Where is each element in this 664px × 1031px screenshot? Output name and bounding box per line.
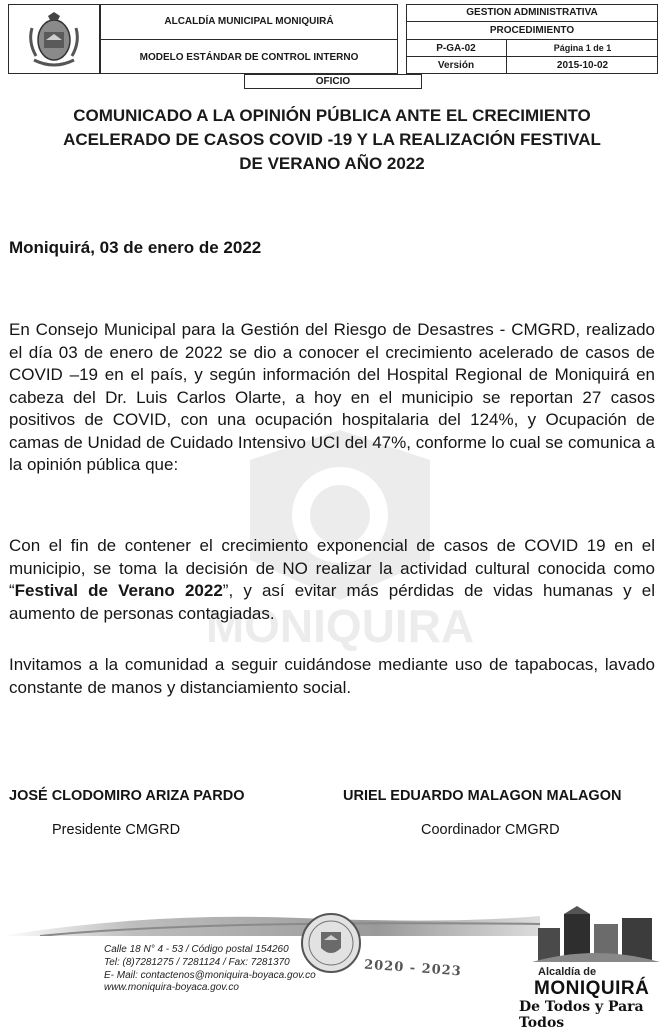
version-label: Versión bbox=[437, 60, 475, 71]
watermark-text: MONIQUIRA bbox=[205, 600, 475, 652]
org-name: ALCALDÍA MUNICIPAL MONIQUIRÁ bbox=[164, 16, 334, 27]
email-line: E- Mail: contactenos@moniquira-boyaca.gov.co bbox=[104, 969, 316, 981]
town-skyline-logo bbox=[532, 906, 660, 966]
website-line: www.moniquira-boyaca.gov.co bbox=[104, 982, 239, 994]
phone-line: Tel: (8)7281275 / 7281124 / Fax: 7281370 bbox=[104, 956, 290, 968]
document-header-table bbox=[8, 4, 658, 88]
doc-code: P-GA-02 bbox=[436, 42, 476, 54]
version-date: 2015-10-02 bbox=[556, 60, 609, 71]
title-line: DE VERANO AÑO 2022 bbox=[239, 154, 425, 173]
doc-type: PROCEDIMIENTO bbox=[489, 25, 575, 36]
signer-left-name: JOSÉ CLODOMIRO ARIZA PARDO bbox=[9, 788, 245, 804]
brand-slogan: De Todos y Para Todos bbox=[519, 999, 644, 1031]
coat-of-arms-icon bbox=[24, 8, 84, 70]
date-line: Moniquirá, 03 de enero de 2022 bbox=[9, 238, 262, 257]
title-line: COMUNICADO A LA OPINIÓN PÚBLICA ANTE EL CRECIMIENTO bbox=[73, 106, 591, 125]
body-paragraph-2 bbox=[9, 535, 655, 625]
brand-subtitle: Alcaldía de bbox=[538, 966, 597, 978]
signer-right-role: Coordinador CMGRD bbox=[421, 822, 560, 838]
page-count: Página 1 de 1 bbox=[553, 43, 612, 53]
body-paragraph-3: Invitamos a la comunidad a seguir cuidándose mediante uso de tapabocas, lavado constante de manos y distanciamiento social. bbox=[9, 655, 655, 697]
title-line: ACELERADO DE CASOS COVID -19 Y LA REALIZACIÓN FESTIVAL bbox=[63, 130, 601, 149]
document-title bbox=[10, 104, 654, 176]
body-paragraph-1: En Consejo Municipal para la Gestión del Riesgo de Desastres - CMGRD, realizado el día 03 de enero de 2022 se dio a conocer el crecimiento acelerado de casos de COVID –19 en el país, y según información del Hospital Regional de Moniquirá en cabeza del Dr. Luis Carlos Olarte, a hoy en el municipio se reportan 27 casos positivos de COVID, con una ocupación hospitalaria del 124%, y Ocupación de camas de Unidad de Cuidado Intensivo UCI del 47%, conforme lo cual se comunica a la opinión pública que: bbox=[9, 320, 655, 474]
brand-name: MONIQUIRÁ bbox=[534, 978, 650, 999]
footer-decorative-band bbox=[0, 910, 540, 936]
signer-right-name: URIEL EDUARDO MALAGON MALAGON bbox=[343, 788, 622, 804]
paragraph-text: ”, y así evitar más pérdidas de vidas humanas y el aumento de personas contagiadas. bbox=[9, 581, 655, 623]
area-name: GESTION ADMINISTRATIVA bbox=[466, 7, 598, 18]
form-type-label: OFICIO bbox=[244, 74, 422, 89]
contact-info bbox=[104, 944, 316, 995]
festival-name: Festival de Verano 2022 bbox=[14, 581, 223, 600]
administration-period: 2020 - 2023 bbox=[363, 957, 463, 980]
address-line: Calle 18 N° 4 - 53 / Código postal 154260 bbox=[104, 944, 289, 955]
header-logo-cell bbox=[8, 4, 100, 74]
control-system-name: MODELO ESTÁNDAR DE CONTROL INTERNO bbox=[139, 51, 359, 63]
paragraph-text: Con el fin de contener el crecimiento exponencial de casos de COVID 19 en el municipio, se toma la decisión de NO realizar la actividad cultural conocida como “ bbox=[9, 536, 655, 600]
signer-left-role: Presidente CMGRD bbox=[52, 822, 181, 838]
